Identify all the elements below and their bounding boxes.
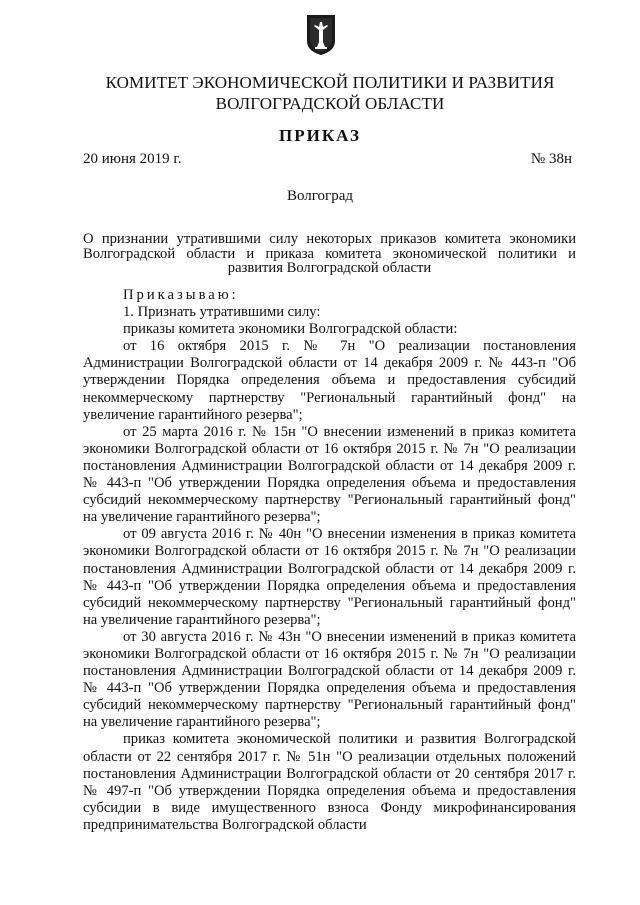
document-subject: О признании утратившими силу некоторых приказов комитета экономики Волгоградской области и приказа комитета экономической политики и развития Волгоградской области [83,231,576,276]
document-city: Волгоград [286,188,353,204]
repealed-order-1: от 16 октября 2015 г. № 7н "О реализации постановления Администрации Волгоградской области от 14 декабря 2009 г. № 443-п "Об утверждении Порядка определения объема и предоставления субсидий некоммерческому партнерству "Региональный гарантийный фонд" на увеличение гарантийного резерва"; [83,338,576,423]
order-word: Приказываю: [123,287,239,303]
repealed-order-5: приказ комитета экономической политики и развития Волгоградской области от 22 сентября 2017 г. № 51н "О реализации отдельных положений постановления Администрации Волгоградской области от 20 сентября 2017 г. № 497-п "Об утверждении Порядка определения объема и предоставления субсидии в виде имущественного взноса Фонду микрофинансирования предпринимательства Волгоградской области [83,731,576,833]
repealed-order-2: от 25 марта 2016 г. № 15н "О внесении изменений в приказ комитета экономики Волгоградской области от 16 октября 2015 г. № 7н "О реализации постановления Администрации Волгоградской области от 14 декабря 2009 г. № 443-п "Об утверждении Порядка определения объема и предоставления субсидий некоммерческому партнерству "Региональный гарантийный фонд" на увеличение гарантийного резерва"; [83,423,576,526]
document-type: ПРИКАЗ [279,126,361,145]
volgograd-emblem-icon [306,14,336,56]
order-item-1: 1. Признать утратившими силу: [123,304,321,321]
document-date: 20 июня 2019 г. [83,151,182,167]
committee-name [60,72,600,114]
document-number: № 38н [530,151,572,167]
orders-intro: приказы комитета экономики Волгоградской области: [123,321,458,338]
repealed-order-3: от 09 августа 2016 г. № 40н "О внесении изменения в приказ комитета экономики Волгоградской области от 16 октября 2015 г. № 7н "О реализации постановления Администрации Волгоградской области от 14 декабря 2009 г. № 443-п "Об утверждении Порядка определения объема и предоставления субсидий некоммерческому партнерству "Региональный гарантийный фонд" на увеличение гарантийного резерва"; [83,526,576,628]
document-body [83,287,576,834]
repealed-order-4: от 30 августа 2016 г. № 43н "О внесении изменений в приказ комитета экономики Волгоградской области от 16 октября 2015 г. № 7н "О реализации постановления Администрации Волгоградской области от 14 декабря 2009 г. № 443-п "Об утверждении Порядка определения объема и предоставления субсидий некоммерческому партнерству "Региональный гарантийный фонд" на увеличение гарантийного резерва"; [83,628,576,731]
committee-name-line1: КОМИТЕТ ЭКОНОМИЧЕСКОЙ ПОЛИТИКИ И РАЗВИТИЯ [105,73,555,92]
committee-name-line2: ВОЛГОГРАДСКОЙ ОБЛАСТИ [215,94,445,113]
